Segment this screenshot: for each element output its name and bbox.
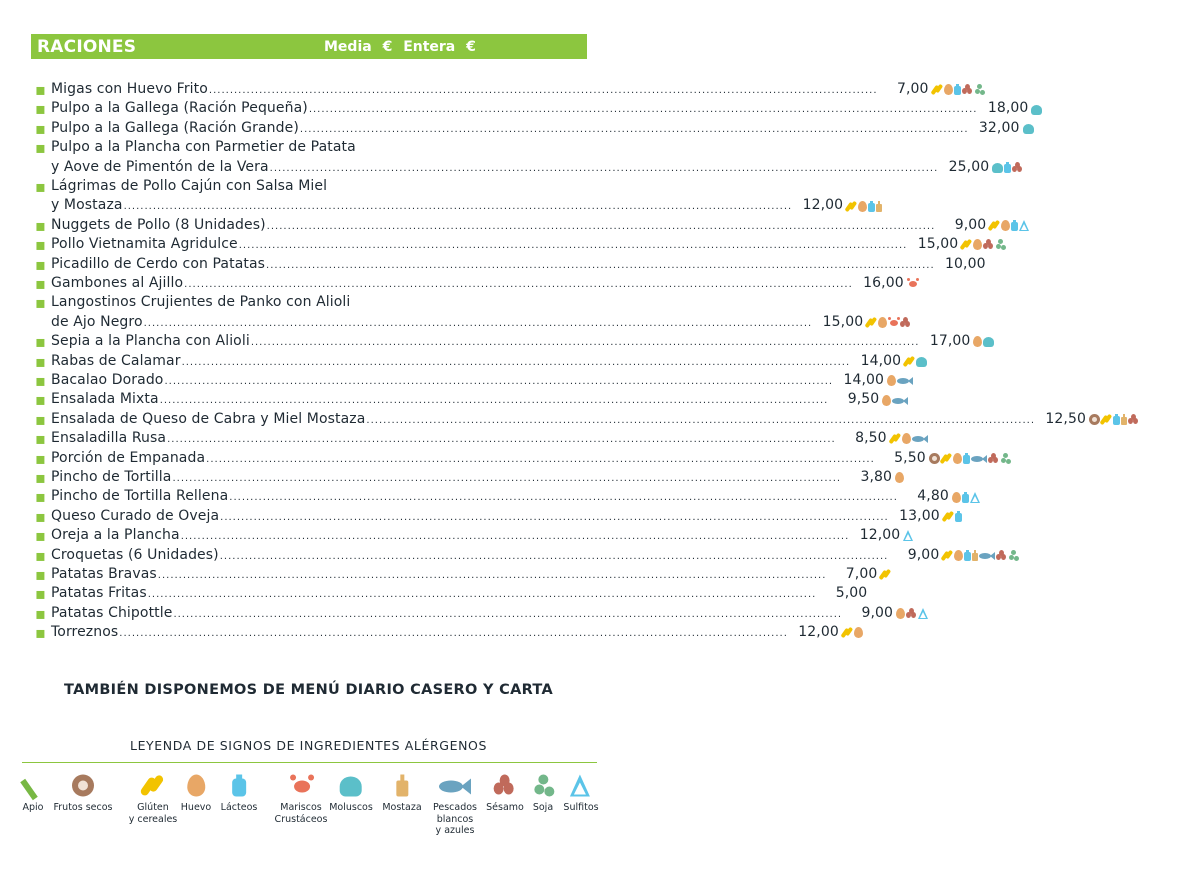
bullet-icon: ▪: [35, 506, 46, 526]
menu-item: [35, 390, 880, 410]
flask-icon: [918, 608, 929, 619]
wheat-icon: [961, 239, 972, 250]
bullet-icon: ▪: [35, 487, 46, 507]
legend-label: Soja: [532, 802, 554, 813]
allergen-icons: [986, 220, 1082, 231]
column-headers: [324, 39, 476, 55]
dot-leader: [309, 100, 978, 119]
allergen-icons: [893, 608, 989, 619]
notice-text: TAMBIÉN DISPONEMOS DE MENÚ DIARIO CASERO Y CARTA: [64, 682, 553, 698]
egg-icon: [954, 550, 963, 561]
item-price: 10,00: [945, 255, 986, 272]
item-price: 13,00: [899, 507, 940, 524]
egg-icon: [882, 395, 891, 406]
legend-label: Sésamo: [486, 802, 524, 813]
item-name: Pincho de Tortilla Rellena: [51, 488, 229, 505]
dot-leader: [124, 197, 793, 216]
menu-item: [35, 468, 893, 488]
item-price: 18,00: [987, 100, 1029, 117]
item-price: 5,50: [894, 449, 926, 466]
menu-item: [35, 506, 940, 526]
item-name: de Ajo Negro: [51, 313, 143, 330]
section-title: RACIONES: [37, 36, 137, 57]
milk-bottle-icon: [955, 511, 962, 522]
egg-icon: [973, 336, 982, 347]
menu-item: [35, 584, 868, 604]
wheat-icon: [943, 511, 954, 522]
flask-icon: [903, 530, 914, 541]
item-price: 14,00: [860, 352, 902, 369]
shell-icon: [340, 774, 362, 796]
wheat-icon: [941, 453, 952, 464]
soy-icon: [532, 774, 554, 796]
menu-item: [35, 623, 839, 643]
milk-bottle-icon: [868, 201, 875, 212]
menu-item: [35, 603, 894, 623]
item-price: 7,00: [845, 566, 878, 583]
allergen-icons: [884, 375, 980, 386]
legend-item-gluten: [129, 772, 178, 825]
dot-leader: [366, 411, 1035, 430]
item-name: Ensaladilla Rusa: [51, 430, 167, 447]
egg-icon: [887, 375, 896, 386]
bullet-icon: ▪: [35, 448, 46, 468]
dot-leader: [158, 566, 827, 585]
item-name: Patatas Bravas: [51, 566, 157, 583]
item-name: Ensalada de Queso de Cabra y Miel Mostaza: [51, 410, 366, 427]
legend-item-soja: [533, 772, 553, 814]
milk-bottle-icon: [963, 453, 970, 464]
legend-item-sesamo: [486, 772, 524, 814]
menu-item: [35, 138, 990, 177]
egg-icon: [896, 608, 905, 619]
shell-icon: [992, 162, 1003, 173]
item-price: 9,00: [861, 604, 894, 621]
allergen-icons: [1028, 104, 1124, 115]
wheat-icon: [866, 317, 877, 328]
allergen-icons: [892, 472, 988, 483]
item-name: Oreja a la Plancha: [51, 527, 180, 544]
item-price: 15,00: [917, 236, 959, 253]
legend-item-mostaza: [382, 772, 421, 814]
item-price: 16,00: [863, 275, 904, 291]
bullet-icon: ▪: [35, 177, 46, 196]
item-price: 7,00: [896, 81, 929, 97]
item-name: Sepia a la Plancha con Alioli: [51, 333, 250, 350]
allergen-icons: [877, 569, 973, 580]
menu-item: [35, 80, 929, 99]
item-name: Croquetas (6 Unidades): [51, 546, 219, 563]
item-name: Pollo Vietnamita Agridulce: [51, 236, 238, 253]
item-price: 5,00: [835, 585, 868, 602]
menu-item: [35, 371, 885, 390]
dot-leader: [229, 488, 898, 507]
item-price: 12,00: [859, 527, 901, 544]
allergen-icons: [989, 162, 1085, 173]
flask-icon: [970, 492, 981, 503]
item-name: y Aove de Pimentón de la Vera: [51, 158, 269, 175]
item-name: Bacalao Dorado: [51, 372, 164, 388]
milk-bottle-icon: [964, 550, 971, 561]
allergen-icons: [904, 278, 1000, 289]
dot-leader: [148, 585, 817, 604]
menu-list: [35, 80, 1087, 643]
wheat-icon: [142, 774, 164, 796]
bullet-icon: ▪: [35, 409, 46, 429]
dot-leader: [182, 353, 851, 372]
shell-icon: [983, 336, 994, 347]
fish-icon: [439, 774, 471, 796]
wheat-icon: [904, 356, 915, 367]
nuts-icon: [929, 453, 940, 464]
dot-leader: [270, 159, 939, 178]
wheat-icon: [846, 201, 857, 212]
allergen-icons: [887, 433, 983, 444]
crab-icon: [888, 317, 899, 328]
item-name: Ensalada Mixta: [51, 391, 159, 408]
legend-item-pescado: [433, 772, 477, 837]
shell-icon: [916, 356, 927, 367]
dot-leader: [300, 120, 969, 139]
egg-icon: [944, 84, 953, 95]
allergen-icons: [1086, 414, 1182, 425]
allergen-icons: [839, 627, 935, 638]
bullet-icon: ▪: [35, 235, 46, 255]
sesame-icon: [1128, 414, 1139, 425]
dot-leader: [167, 430, 836, 449]
legend-label: Mostaza: [382, 802, 422, 813]
item-name: Queso Curado de Oveja: [51, 507, 220, 524]
dot-leader: [220, 547, 889, 566]
bullet-icon: ▪: [35, 545, 46, 565]
bullet-icon: ▪: [35, 215, 46, 235]
item-name: Migas con Huevo Frito: [51, 81, 208, 97]
egg-icon: [952, 492, 961, 503]
legend-item-huevo: [181, 772, 211, 814]
item-name: Gambones al Ajillo: [51, 275, 184, 291]
item-name: Pincho de Tortilla: [51, 469, 172, 486]
crab-icon: [907, 278, 918, 289]
milk-bottle-icon: [232, 774, 246, 796]
menu-item: [35, 565, 878, 585]
bullet-icon: ▪: [35, 332, 46, 352]
legend-item-frutos: [54, 772, 113, 814]
bullet-icon: ▪: [35, 429, 46, 449]
soy-icon: [995, 239, 1006, 250]
menu-item: [35, 254, 986, 274]
dot-leader: [160, 391, 829, 410]
legend-item-sulfitos: [563, 772, 598, 814]
egg-icon: [878, 317, 887, 328]
dot-leader: [220, 508, 889, 527]
allergen-icons: [879, 395, 975, 406]
item-name: Pulpo a la Gallega (Ración Grande): [51, 119, 299, 136]
dot-leader: [267, 217, 936, 236]
milk-bottle-icon: [1113, 414, 1120, 425]
mustard-bottle-icon: [1121, 414, 1127, 425]
egg-icon: [854, 627, 863, 638]
allergen-icons: [939, 550, 1035, 561]
item-name: Torreznos: [51, 624, 119, 641]
celery-icon: [22, 774, 44, 796]
legend-label: Pescados blancos y azules: [432, 802, 478, 836]
flask-icon: [1019, 220, 1030, 231]
item-name: Porción de Empanada: [51, 449, 206, 466]
allergen-icons: [929, 84, 1025, 95]
legend-label: Mariscos Crustáceos: [274, 802, 328, 825]
bullet-icon: ▪: [35, 351, 46, 371]
allergen-icons: [900, 530, 996, 541]
dot-leader: [164, 372, 833, 391]
wheat-icon: [880, 569, 891, 580]
dot-leader: [173, 605, 842, 624]
soy-icon: [974, 84, 985, 95]
menu-item: [35, 545, 940, 565]
item-price: 12,00: [798, 624, 839, 641]
allergen-legend: [18, 772, 603, 852]
legend-item-moluscos: [329, 772, 373, 814]
milk-bottle-icon: [962, 492, 969, 503]
item-name: Nuggets de Pollo (8 Unidades): [51, 216, 266, 233]
column-media: Media €: [324, 38, 393, 55]
fish-icon: [971, 453, 987, 464]
wheat-icon: [842, 627, 853, 638]
dot-leader: [181, 527, 850, 546]
item-price: 14,00: [843, 372, 885, 388]
bullet-icon: ▪: [35, 623, 46, 643]
crab-icon: [290, 774, 312, 796]
wheat-icon: [932, 84, 943, 95]
legend-label: Sulfitos: [563, 802, 599, 813]
bullet-icon: ▪: [35, 565, 46, 585]
item-name: Picadillo de Cerdo con Patatas: [51, 255, 266, 272]
egg-icon: [895, 472, 904, 483]
item-name: Langostinos Crujientes de Panko con Alioli: [51, 294, 351, 311]
soy-icon: [1000, 453, 1011, 464]
egg-icon: [953, 453, 962, 464]
item-price: 32,00: [978, 119, 1020, 136]
allergen-icons: [940, 511, 1036, 522]
milk-bottle-icon: [1011, 220, 1018, 231]
bullet-icon: ▪: [35, 584, 46, 604]
bullet-icon: ▪: [35, 254, 46, 274]
menu-item: [35, 409, 1087, 429]
sesame-icon: [988, 453, 999, 464]
legend-label: Moluscos: [329, 802, 373, 813]
item-price: 25,00: [948, 158, 990, 175]
dot-leader: [144, 314, 813, 333]
item-name: Pulpo a la Gallega (Ración Pequeña): [51, 100, 308, 117]
menu-item: [35, 526, 901, 546]
legend-label: Frutos secos: [53, 802, 113, 813]
legend-title: LEYENDA DE SIGNOS DE INGREDIENTES ALÉRGENOS: [130, 738, 487, 753]
allergen-icons: [1020, 123, 1116, 134]
dot-leader: [172, 469, 841, 488]
menu-item: [35, 215, 987, 235]
allergen-icons: [926, 453, 1022, 464]
milk-bottle-icon: [1004, 162, 1011, 173]
menu-item: [35, 177, 844, 216]
bullet-icon: ▪: [35, 603, 46, 623]
milk-bottle-icon: [954, 84, 961, 95]
menu-item: [35, 274, 904, 293]
menu-item: [35, 332, 971, 352]
egg-icon: [187, 774, 205, 796]
legend-item-apio: [23, 772, 44, 814]
egg-icon: [902, 433, 911, 444]
item-price: 9,00: [954, 216, 987, 233]
egg-icon: [973, 239, 982, 250]
fish-icon: [979, 550, 995, 561]
bullet-icon: ▪: [35, 293, 46, 313]
nuts-icon: [72, 774, 94, 796]
legend-label: Glúten y cereales: [128, 802, 178, 825]
item-price: 9,00: [907, 546, 940, 563]
allergen-icons: [970, 336, 1066, 347]
item-price: 4,80: [917, 488, 949, 505]
allergen-icons: [958, 239, 1054, 250]
soy-icon: [1008, 550, 1019, 561]
sesame-icon: [983, 239, 994, 250]
flask-icon: [570, 774, 592, 796]
bullet-icon: ▪: [35, 468, 46, 488]
item-price: 17,00: [929, 333, 971, 350]
legend-divider: [22, 762, 597, 763]
bullet-icon: ▪: [35, 138, 46, 158]
section-header: [31, 34, 587, 59]
dot-leader: [206, 450, 875, 469]
mustard-bottle-icon: [876, 201, 882, 212]
allergen-icons: [843, 201, 939, 212]
menu-item: [35, 118, 1020, 138]
bullet-icon: ▪: [35, 390, 46, 410]
menu-item: [35, 293, 864, 332]
shell-icon: [1023, 123, 1034, 134]
egg-icon: [1001, 220, 1010, 231]
legend-label: Lácteos: [220, 802, 258, 813]
menu-item: [35, 429, 887, 449]
sesame-icon: [996, 550, 1007, 561]
column-entera: Entera €: [403, 38, 476, 55]
fish-icon: [897, 375, 913, 386]
item-name: Rabas de Calamar: [51, 352, 181, 369]
mustard-bottle-icon: [396, 774, 408, 796]
shell-icon: [1031, 104, 1042, 115]
wheat-icon: [1101, 414, 1112, 425]
wheat-icon: [890, 433, 901, 444]
legend-label: Apio: [22, 802, 44, 813]
dot-leader: [119, 624, 788, 643]
item-name: Lágrimas de Pollo Cajún con Salsa Miel: [51, 178, 328, 194]
allergen-icons: [901, 356, 997, 367]
item-price: 12,50: [1045, 410, 1087, 427]
item-price: 15,00: [822, 313, 864, 330]
bullet-icon: ▪: [35, 99, 46, 119]
menu-item: [35, 99, 1029, 119]
menu-item: [35, 448, 926, 468]
fish-icon: [892, 395, 908, 406]
sesame-icon: [906, 608, 917, 619]
bullet-icon: ▪: [35, 80, 46, 99]
sesame-icon: [900, 317, 911, 328]
bullet-icon: ▪: [35, 274, 46, 293]
item-name: y Mostaza: [51, 197, 123, 214]
dot-leader: [209, 81, 878, 100]
allergen-icons: [949, 492, 1045, 503]
bullet-icon: ▪: [35, 118, 46, 138]
legend-label: Huevo: [180, 802, 212, 813]
menu-item: [35, 235, 959, 255]
bullet-icon: ▪: [35, 526, 46, 546]
sesame-icon: [962, 84, 973, 95]
item-name: Patatas Fritas: [51, 585, 147, 602]
nuts-icon: [1089, 414, 1100, 425]
egg-icon: [858, 201, 867, 212]
wheat-icon: [989, 220, 1000, 231]
item-price: 8,50: [855, 430, 887, 447]
menu-item: [35, 487, 949, 507]
item-name: Pulpo a la Plancha con Parmetier de Patata: [51, 139, 356, 156]
sesame-icon: [494, 774, 516, 796]
allergen-icons: [863, 317, 959, 328]
wheat-icon: [942, 550, 953, 561]
bullet-icon: ▪: [35, 371, 46, 390]
dot-leader: [251, 333, 920, 352]
item-price: 3,80: [860, 469, 893, 486]
item-price: 9,50: [847, 391, 880, 408]
legend-item-lacteos: [221, 772, 258, 814]
legend-item-marisco: [275, 772, 328, 825]
item-name: Patatas Chipottle: [51, 604, 173, 621]
mustard-bottle-icon: [972, 550, 978, 561]
dot-leader: [184, 275, 853, 294]
sesame-icon: [1012, 162, 1023, 173]
fish-icon: [912, 433, 928, 444]
menu-item: [35, 351, 902, 371]
item-price: 12,00: [802, 197, 844, 214]
dot-leader: [266, 256, 935, 275]
dot-leader: [239, 236, 908, 255]
